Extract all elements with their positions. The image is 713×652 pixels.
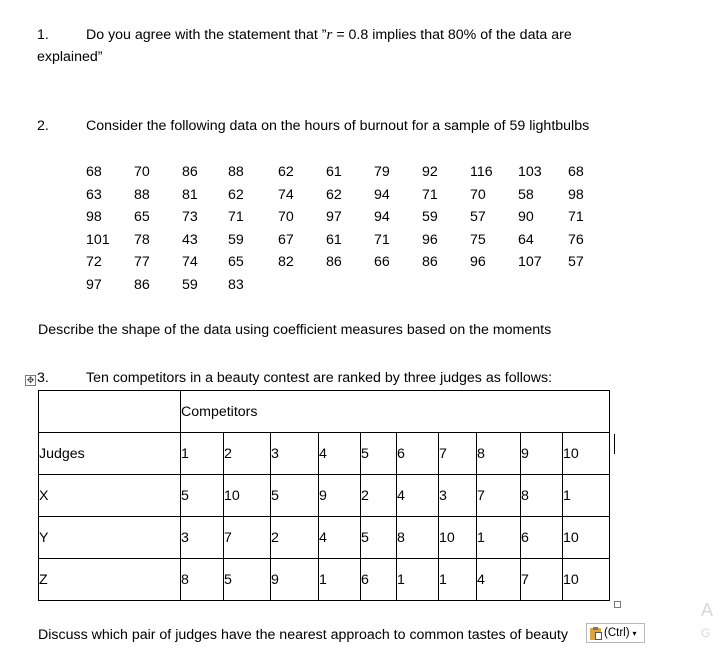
edge-letter-g: G (701, 626, 711, 640)
data-value: 61 (326, 164, 342, 180)
competitor-number-cell[interactable]: 8 (477, 433, 521, 475)
data-value: 98 (568, 186, 584, 203)
competitor-number-cell[interactable]: 3 (271, 433, 319, 475)
data-value: 71 (374, 231, 390, 248)
data-value: 86 (134, 276, 150, 293)
data-value: 74 (278, 186, 294, 203)
q1-text-line2: explained” (37, 49, 103, 65)
edge-letter-a: A (701, 600, 713, 620)
data-value: 71 (568, 209, 584, 225)
data-value: 59 (422, 209, 438, 225)
rank-cell[interactable]: 4 (319, 517, 361, 559)
competitor-number-cell[interactable]: 1 (181, 433, 224, 475)
data-value: 61 (326, 231, 342, 248)
rank-cell[interactable]: 1 (477, 517, 521, 559)
rank-cell[interactable]: 3 (439, 475, 477, 517)
rank-cell[interactable]: 1 (319, 559, 361, 601)
data-value: 57 (568, 254, 584, 270)
q3-intro: Ten competitors in a beauty contest are ranked by three judges as follows: (86, 370, 553, 386)
rank-cell[interactable]: 5 (361, 517, 397, 559)
rank-cell[interactable]: 10 (439, 517, 477, 559)
chevron-down-icon: ▾ (632, 628, 637, 638)
judges-header[interactable]: Judges (39, 433, 181, 475)
data-value: 57 (470, 209, 486, 225)
rank-cell[interactable]: 4 (397, 475, 439, 517)
rank-cell[interactable]: 9 (319, 475, 361, 517)
data-value: 88 (134, 186, 150, 203)
competitor-number-cell[interactable]: 7 (439, 433, 477, 475)
rank-cell[interactable]: 10 (224, 475, 271, 517)
q3-number: 3. (37, 370, 49, 386)
competitor-number-cell[interactable]: 9 (521, 433, 563, 475)
rank-cell[interactable]: 6 (361, 559, 397, 601)
q1-text (86, 27, 572, 44)
rank-cell[interactable]: 7 (521, 559, 563, 601)
data-value: 94 (374, 186, 390, 203)
data-value: 65 (228, 254, 244, 270)
data-value: 62 (278, 164, 294, 180)
paste-options-label: (Ctrl) (604, 627, 630, 639)
data-value: 107 (518, 254, 542, 270)
competitor-number-cell[interactable]: 4 (319, 433, 361, 475)
rank-cell[interactable]: 10 (563, 559, 610, 601)
rank-cell[interactable]: 8 (521, 475, 563, 517)
paste-options-button[interactable] (586, 623, 645, 643)
rank-cell[interactable]: 9 (271, 559, 319, 601)
rank-cell[interactable]: 5 (224, 559, 271, 601)
data-value: 73 (182, 209, 198, 225)
competitors-header[interactable]: Competitors (181, 391, 610, 433)
data-value: 86 (182, 164, 198, 180)
data-value: 68 (568, 164, 584, 180)
competitor-number-cell[interactable]: 5 (361, 433, 397, 475)
table-row-judge-z (39, 559, 610, 601)
data-value: 59 (228, 231, 244, 248)
data-value: 88 (228, 164, 244, 180)
data-value: 71 (228, 209, 244, 225)
rank-cell[interactable]: 2 (271, 517, 319, 559)
data-value: 82 (278, 254, 294, 270)
data-value: 78 (134, 231, 150, 248)
table-move-handle-icon[interactable]: ✥ (26, 375, 35, 385)
table-resize-handle[interactable] (614, 601, 621, 608)
data-value: 97 (86, 276, 102, 293)
text-cursor (614, 434, 615, 454)
rank-cell[interactable]: 5 (181, 475, 224, 517)
table-row-judge-y (39, 517, 610, 559)
data-value: 83 (228, 276, 244, 293)
q1-text-before: Do you agree with the statement that ” (86, 27, 327, 43)
data-value: 96 (422, 231, 438, 248)
data-value: 63 (86, 186, 102, 203)
data-value: 71 (422, 186, 438, 203)
clipboard-icon (590, 627, 602, 640)
data-value: 43 (182, 231, 198, 248)
rank-cell[interactable]: 3 (181, 517, 224, 559)
competitor-number-cell[interactable]: 2 (224, 433, 271, 475)
table-corner-cell[interactable] (39, 391, 181, 433)
judge-name[interactable]: X (39, 475, 181, 517)
data-value: 70 (470, 186, 486, 203)
data-value: 97 (326, 209, 342, 225)
q3-discuss: Discuss which pair of judges have the nearest approach to common tastes of beauty (38, 627, 568, 643)
data-value: 62 (228, 186, 244, 203)
rank-cell[interactable]: 7 (224, 517, 271, 559)
table-header-row (39, 391, 610, 433)
judge-name[interactable]: Z (39, 559, 181, 601)
data-value: 90 (518, 209, 534, 225)
data-value: 65 (134, 209, 150, 225)
data-value: 86 (326, 254, 342, 270)
data-value: 81 (182, 186, 198, 203)
q2-describe: Describe the shape of the data using coefficient measures based on the moments (38, 322, 552, 338)
data-value: 64 (518, 231, 534, 248)
rank-cell[interactable]: 8 (181, 559, 224, 601)
data-value: 103 (518, 164, 542, 180)
data-value: 74 (182, 254, 198, 270)
q1-math-var: r (326, 27, 333, 43)
rank-cell[interactable]: 7 (477, 475, 521, 517)
data-value: 70 (134, 164, 150, 180)
rank-cell[interactable]: 1 (397, 559, 439, 601)
q2-number: 2. (37, 118, 49, 134)
data-value: 94 (374, 209, 390, 225)
ranking-table (38, 390, 610, 601)
data-value: 67 (278, 231, 294, 248)
data-value: 66 (374, 254, 390, 270)
data-value: 86 (422, 254, 438, 270)
table-row-judge-x (39, 475, 610, 517)
rank-cell[interactable]: 1 (439, 559, 477, 601)
table-competitor-row (39, 433, 610, 475)
data-value: 72 (86, 254, 102, 270)
competitor-number-cell[interactable]: 10 (563, 433, 610, 475)
data-value: 59 (182, 276, 198, 293)
rank-cell[interactable]: 2 (361, 475, 397, 517)
judge-name[interactable]: Y (39, 517, 181, 559)
data-value: 62 (326, 186, 342, 203)
q1-text-after: = 0.8 implies that 80% of the data are (332, 27, 572, 43)
data-value: 101 (86, 231, 110, 248)
data-value: 92 (422, 164, 438, 180)
rank-cell[interactable]: 5 (271, 475, 319, 517)
rank-cell[interactable]: 1 (563, 475, 610, 517)
rank-cell[interactable]: 4 (477, 559, 521, 601)
data-value: 96 (470, 254, 486, 270)
data-value: 98 (86, 209, 102, 225)
data-value: 68 (86, 164, 102, 180)
q2-intro: Consider the following data on the hours of burnout for a sample of 59 lightbulbs (86, 118, 590, 134)
rank-cell[interactable]: 6 (521, 517, 563, 559)
data-value: 76 (568, 231, 584, 248)
data-value: 79 (374, 164, 390, 180)
competitor-number-cell[interactable]: 6 (397, 433, 439, 475)
data-value: 70 (278, 209, 294, 225)
data-value: 116 (470, 164, 493, 180)
data-value: 75 (470, 231, 486, 248)
data-value: 77 (134, 254, 150, 270)
rank-cell[interactable]: 8 (397, 517, 439, 559)
data-value: 58 (518, 186, 534, 203)
q1-number: 1. (37, 27, 49, 43)
rank-cell[interactable]: 10 (563, 517, 610, 559)
